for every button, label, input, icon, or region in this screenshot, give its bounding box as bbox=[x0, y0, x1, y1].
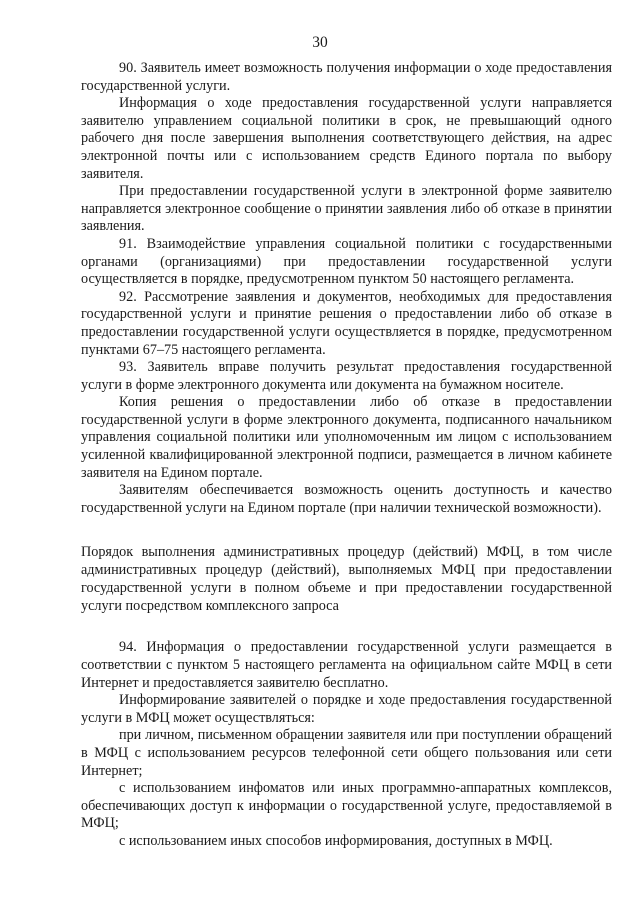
paragraph-91: 91. Взаимодействие управления социальной политики с государственными органами (организациями) при предоставлении государственной услуги осуществляется в порядке, предусмотренном пунктом 50 настоящего регламента. bbox=[81, 235, 612, 288]
paragraph-90-info: Информация о ходе предоставления государственной услуги направляется заявителю управлением социальной политики в срок, не превышающий одного рабочего дня после завершения выполнения соответствующего действия, на адрес электронной почты или с использованием средств Единого портала по выбору заявителя. bbox=[81, 95, 612, 182]
list-item-infomats: с использованием инфоматов или иных программно-аппаратных комплексов, обеспечивающих доступ к информации о государственной услуге, предоставляемой в МФЦ; bbox=[81, 780, 612, 832]
paragraph-93: 93. Заявитель вправе получить результат предоставления государственной услуги в форме электронного документа или документа на бумажном носителе. bbox=[81, 359, 612, 393]
paragraph-93-copy: Копия решения о предоставлении либо об отказе в предоставлении государственной услуги в форме электронного документа, подписанного начальником управления социальной политики или уполномоченным им лицом с использованием усиленной квалифицированной электронной подписи, размещается в личном кабинете заявителя на Едином портале. bbox=[81, 394, 612, 481]
list-item-other: с использованием иных способов информирования, доступных в МФЦ. bbox=[119, 832, 553, 849]
paragraph-92: 92. Рассмотрение заявления и документов, необходимых для предоставления государственной услуги и принятие решения о предоставлении либо об отказе в предоставлении государственной услуги осуществляется в порядке, предусмотренном пунктами 67–75 настоящего регламента. bbox=[81, 288, 612, 358]
section-heading: Порядок выполнения административных процедур (действий) МФЦ, в том числе административных процедур (действий), выполняемых МФЦ при предоставлении государственной услуги в полном объеме и при предоставлении государственной услуги посредством комплексного запроса bbox=[81, 544, 612, 615]
paragraph-94-informing: Информирование заявителей о порядке и ходе предоставления государственной услуги в МФЦ может осуществляться: bbox=[81, 692, 612, 726]
list-item-personal: при личном, письменном обращении заявителя или при поступлении обращений в МФЦ с использованием ресурсов телефонной сети общего пользования или сети Интернет; bbox=[81, 727, 612, 779]
page-number: 30 bbox=[312, 34, 328, 51]
paragraph-90-electronic: При предоставлении государственной услуги в электронной форме заявителю направляется электронное сообщение о принятии заявления либо об отказе в принятии заявления. bbox=[81, 183, 612, 235]
paragraph-94: 94. Информация о предоставлении государственной услуги размещается в соответствии с пунктом 5 настоящего регламента на официальном сайте МФЦ в сети Интернет и предоставляется заявителю бесплатно. bbox=[81, 639, 612, 691]
paragraph-90: 90. Заявитель имеет возможность получения информации о ходе предоставления государственной услуги. bbox=[81, 60, 612, 94]
document-body bbox=[81, 60, 612, 851]
paragraph-93-evaluate: Заявителям обеспечивается возможность оценить доступность и качество государственной услуги на Едином портале (при наличии технической возможности). bbox=[81, 482, 612, 516]
